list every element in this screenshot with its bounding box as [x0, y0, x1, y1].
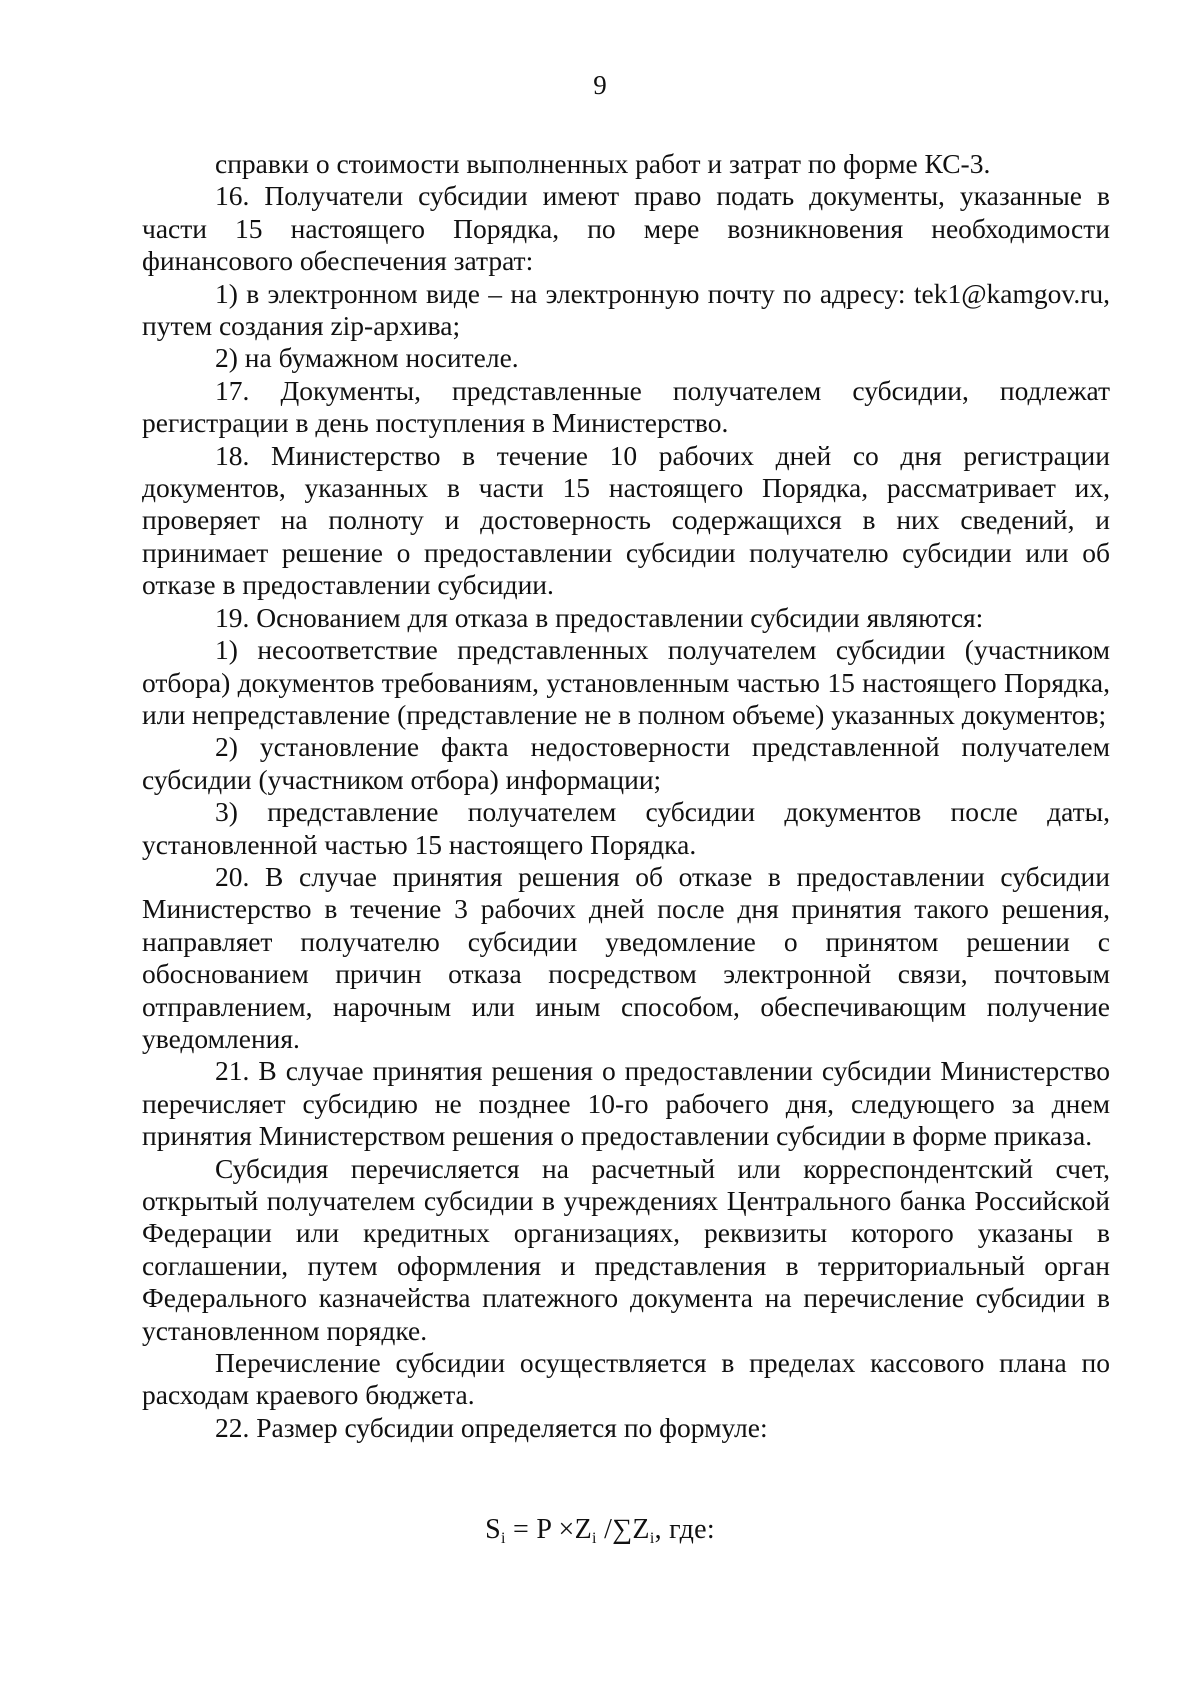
paragraph: 20. В случае принятия решения об отказе в предоставлении субсидии Министерство в течение 3 рабочих дней после дня принятия такого решения, направляет получателю субсидии уведомление о принятом решении с обоснованием причин отказа посредством электронной связи, почтовым отправлением, нарочным или иным способом, обеспечивающим получение уведомления. [142, 860, 1110, 1054]
formula-z-subscript: i [592, 1530, 597, 1547]
paragraph: 19. Основанием для отказа в предоставлении субсидии являются: [215, 601, 984, 633]
paragraph: 3) представление получателем субсидии документов после даты, установленной частью 15 настоящего Порядка. [142, 796, 1110, 860]
formula-s-subscript: i [500, 1530, 506, 1547]
paragraph: 1) несоответствие представленных получателем субсидии (участником отбора) документов требованиям, установленным частью 15 настоящего Порядка, или непредставление (представление не в полном объеме) указанных документов; [142, 634, 1110, 730]
paragraph: Перечисление субсидии осуществляется в пределах кассового плана по расходам краевого бюджета. [142, 1347, 1110, 1411]
document-body [142, 148, 1110, 1444]
subsidy-formula [0, 1512, 1200, 1548]
page-number: 9 [593, 70, 607, 100]
formula-equals-p: = P ×Z [505, 1514, 593, 1545]
formula-s: S [485, 1514, 501, 1545]
paragraph: справки о стоимости выполненных работ и затрат по форме КС-3. [215, 148, 991, 179]
paragraph: 21. В случае принятия решения о предоставлении субсидии Министерство перечисляет субсидию не позднее 10-го рабочего дня, следующего за днем принятия Министерством решения о предоставлении субсидии в форме приказа. [142, 1055, 1110, 1152]
paragraph: 2) на бумажном носителе. [215, 342, 519, 374]
paragraph: 1) в электронном виде – на электронную почту по адресу: tek1@kamgov.ru, путем создания zip-архива; [142, 277, 1110, 342]
paragraph: 17. Документы, представленные получателем субсидии, подлежат регистрации в день поступления в Министерство. [142, 374, 1110, 439]
formula-sum-z: /∑Z [596, 1514, 650, 1545]
formula-sum-z-subscript: i [649, 1530, 655, 1547]
paragraph: 22. Размер субсидии определяется по формуле: [215, 1411, 768, 1443]
paragraph: 16. Получатели субсидии имеют право подать документы, указанные в части 15 настоящего Порядка, по мере возникновения необходимости финансового обеспечения затрат: [142, 180, 1110, 277]
paragraph: Субсидия перечисляется на расчетный или корреспондентский счет, открытый получателем субсидии в учреждениях Центрального банка Российской Федерации или кредитных организациях, реквизиты которого указаны в соглашении, путем оформления и представления в территориальный орган Федерального казначейства платежного документа на перечисление субсидии в установленном порядке. [142, 1152, 1110, 1346]
formula-tail: , где: [654, 1514, 715, 1545]
paragraph: 2) установление факта недостоверности представленной получателем субсидии (участником отбора) информации; [142, 731, 1110, 795]
paragraph: 18. Министерство в течение 10 рабочих дней со дня регистрации документов, указанных в части 15 настоящего Порядка, рассматривает их, проверяет на полноту и достоверность содержащихся в них сведений, и принимает решение о предоставлении субсидии получателю субсидии или об отказе в предоставлении субсидии. [142, 439, 1110, 601]
